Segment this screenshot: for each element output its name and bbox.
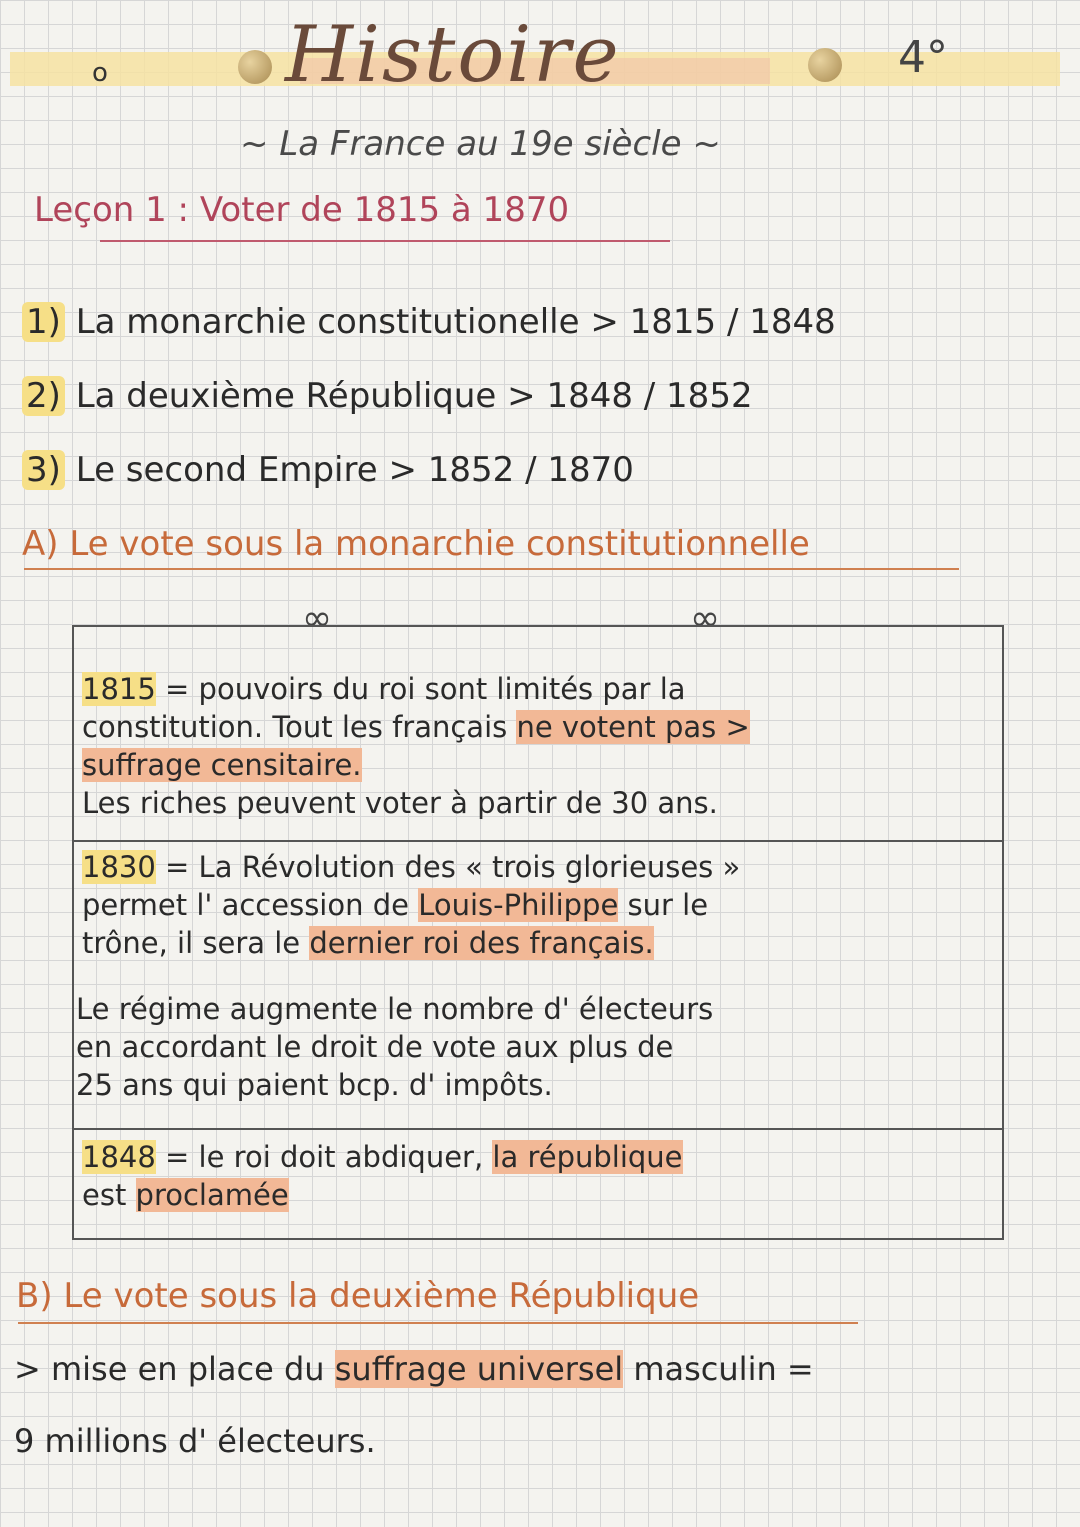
lesson-underline <box>100 240 670 242</box>
period-item <box>22 302 836 342</box>
highlight: Louis-Philippe <box>418 888 619 922</box>
entry-1830 <box>82 848 740 962</box>
subtitle: ~ La France au 19e siècle ~ <box>240 124 721 164</box>
year-badge: 1815 <box>82 672 156 706</box>
box-divider <box>72 840 1004 842</box>
period-text: La monarchie constitutionelle > 1815 / 1848 <box>75 302 836 342</box>
period-text: Le second Empire > 1852 / 1870 <box>75 450 634 490</box>
section-b-line-1 <box>14 1350 814 1388</box>
lesson-title: Leçon 1 : Voter de 1815 à 1870 <box>34 190 570 230</box>
entry-text: sur le trône, il sera le <box>82 888 709 960</box>
section-b-underline <box>18 1322 858 1324</box>
period-item <box>22 450 634 490</box>
binder-ring-icon: ∞ <box>302 598 332 639</box>
entry-text: = le roi doit abdiquer, <box>155 1140 493 1174</box>
year-badge: 1848 <box>82 1140 156 1174</box>
period-item <box>22 376 753 416</box>
highlight: suffrage censitaire. <box>82 748 362 782</box>
entry-text: = pouvoirs du roi sont limités par la constitution. Tout les français <box>82 672 686 744</box>
entry-text: Les riches peuvent voter à partir de 30 ans. <box>82 786 718 820</box>
entry-text: = La Révolution des « trois glorieuses » permet l' accession de <box>82 850 741 922</box>
entry-1815 <box>82 670 750 822</box>
period-number: 3) <box>22 450 65 490</box>
entry-text: masculin = <box>623 1350 814 1388</box>
period-number: 1) <box>22 302 65 342</box>
binder-ring-icon: ∞ <box>690 598 720 639</box>
section-b-heading: B) Le vote sous la deuxième République <box>16 1276 700 1316</box>
period-number: 2) <box>22 376 65 416</box>
period-text: La deuxième République > 1848 / 1852 <box>75 376 753 416</box>
ring-mark: o <box>92 58 108 88</box>
grade-label: 4° <box>898 32 948 83</box>
highlight: ne votent pas > <box>516 710 750 744</box>
year-badge: 1830 <box>82 850 156 884</box>
entry-1848 <box>82 1138 683 1214</box>
gold-dot-icon <box>238 50 272 84</box>
regime-paragraph: Le régime augmente le nombre d' électeurs en accordant le droit de vote aux plus de 25 ans qui paient bcp. d' impôts. <box>76 992 714 1102</box>
highlight: proclamée <box>135 1178 289 1212</box>
box-divider <box>72 1128 1004 1130</box>
gold-dot-icon <box>808 48 842 82</box>
highlight: dernier roi des français. <box>309 926 654 960</box>
highlight: la république <box>492 1140 683 1174</box>
page-title: Histoire <box>285 10 621 100</box>
section-b-line-2: 9 millions d' électeurs. <box>14 1422 376 1460</box>
section-a-heading: A) Le vote sous la monarchie constitutionnelle <box>22 524 810 564</box>
section-a-underline <box>24 568 959 570</box>
highlight: suffrage universel <box>334 1350 624 1388</box>
entry-text: > mise en place du <box>14 1350 335 1388</box>
entry-text: est <box>82 1178 127 1212</box>
